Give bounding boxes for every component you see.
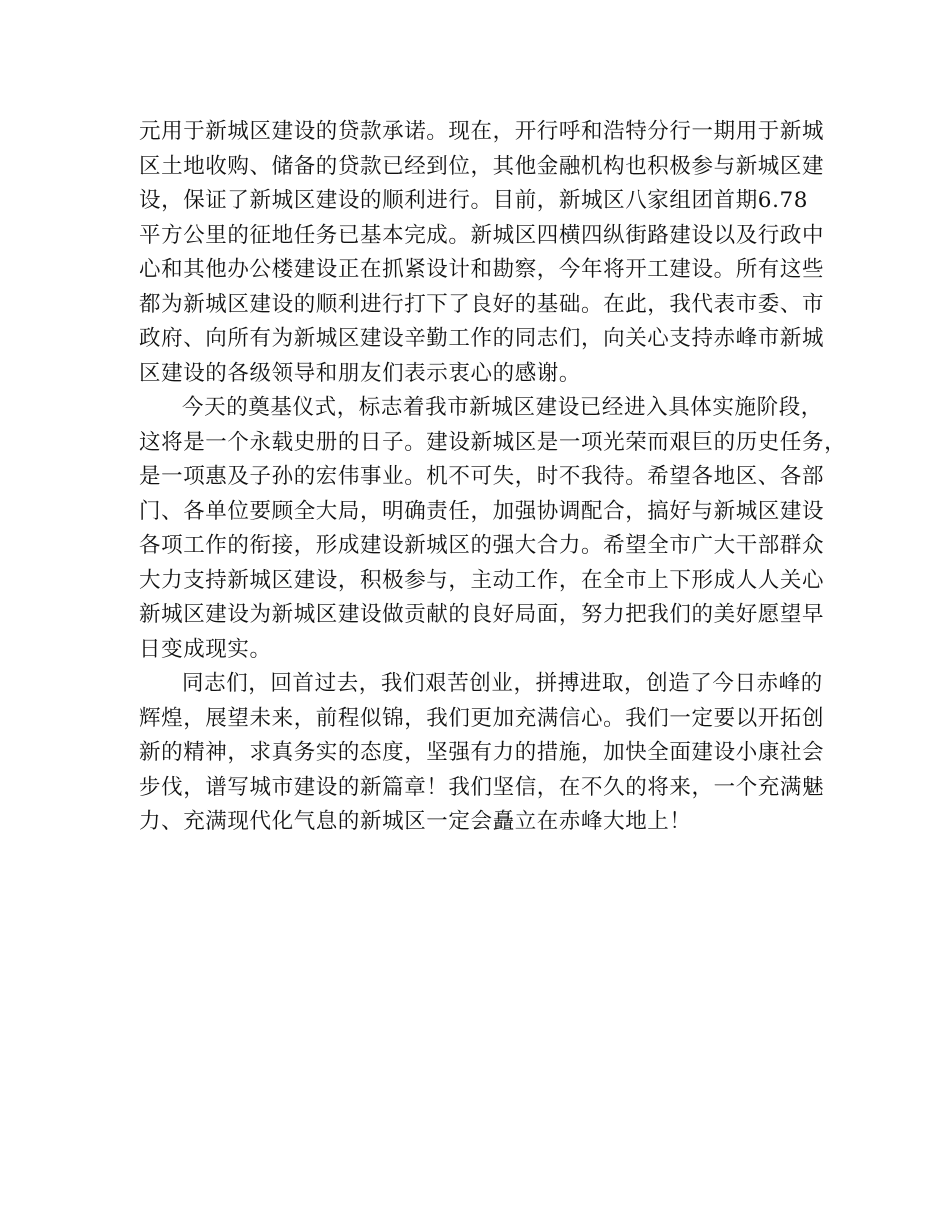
text-line: 同志们，回首过去，我们艰苦创业，拼搏进取，创造了今日赤峰的	[182, 671, 823, 696]
text-line: 区建设的各级领导和朋友们表示衷心的感谢。	[139, 360, 582, 386]
paragraph-2	[139, 391, 847, 667]
text-line: 各项工作的衔接，形成建设新城区的强大合力。希望全市广大干部群众	[139, 533, 825, 558]
text-line: 新城区建设为新城区建设做贡献的良好局面，努力把我们的美好愿望早	[139, 602, 825, 627]
paragraph-3	[139, 667, 827, 840]
text-line: 是一项惠及子孙的宏伟事业。机不可失，时不我待。希望各地区、各部	[139, 464, 825, 489]
text-line: 都为新城区建设的顺利进行打下了良好的基础。在此，我代表市委、市	[139, 291, 825, 317]
text-line: 门、各单位要顾全大局，明确责任，加强协调配合，搞好与新城区建设	[139, 498, 825, 524]
body-text	[139, 115, 847, 840]
text-line: 区土地收购、储备的贷款已经到位，其他金融机构也积极参与新城区建	[139, 153, 825, 179]
text-line: 设，保证了新城区建设的顺利进行。目前，新城区八家组团首期6.78	[139, 188, 809, 213]
text-line: 大力支持新城区建设，积极参与，主动工作，在全市上下形成人人关心	[139, 567, 825, 593]
text-line: 政府、向所有为新城区建设辛勤工作的同志们，向关心支持赤峰市新城	[139, 326, 825, 351]
text-line: 元用于新城区建设的贷款承诺。现在，开行呼和浩特分行一期用于新城	[139, 119, 825, 144]
text-line: 平方公里的征地任务已基本完成。新城区四横四纵街路建设以及行政中	[139, 222, 825, 248]
text-line: 步伐，谱写城市建设的新篇章！我们坚信，在不久的将来，一个充满魅	[139, 774, 825, 800]
text-line: 日变成现实。	[139, 636, 272, 662]
paragraph-1	[139, 115, 827, 391]
text-line: 力、充满现代化气息的新城区一定会矗立在赤峰大地上！	[139, 809, 692, 834]
text-line: 新的精神，求真务实的态度，坚强有力的措施，加快全面建设小康社会	[139, 740, 825, 765]
text-line: 心和其他办公楼建设正在抓紧设计和勘察，今年将开工建设。所有这些	[139, 257, 825, 282]
text-line: 这将是一个永载史册的日子。建设新城区是一项光荣而艰巨的历史任务，	[139, 429, 847, 455]
text-line: 今天的奠基仪式，标志着我市新城区建设已经进入具体实施阶段，	[182, 395, 823, 420]
text-line: 辉煌，展望未来，前程似锦，我们更加充满信心。我们一定要以开拓创	[139, 705, 825, 731]
